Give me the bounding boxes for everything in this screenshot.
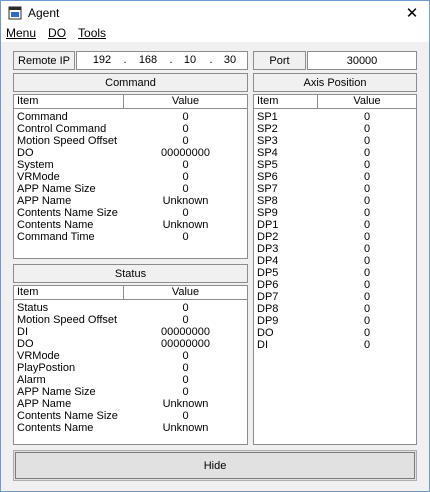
table-row[interactable] xyxy=(254,123,416,135)
hide-button-label: Hide xyxy=(203,459,227,472)
row-item: Command xyxy=(17,111,68,123)
row-value: 0 xyxy=(363,243,371,255)
row-value: 0 xyxy=(363,267,371,279)
row-item: Contents Name Size xyxy=(17,207,118,219)
status-col-item[interactable]: Item xyxy=(14,286,124,299)
table-row[interactable] xyxy=(14,171,247,183)
row-value: 0 xyxy=(363,315,371,327)
table-row[interactable] xyxy=(254,255,416,267)
row-value: 0 xyxy=(182,362,189,374)
table-row[interactable] xyxy=(254,171,416,183)
status-grid[interactable] xyxy=(13,285,248,445)
menu-bar xyxy=(1,24,429,43)
row-item: SP6 xyxy=(257,171,278,183)
row-item: DP1 xyxy=(257,219,279,231)
row-item: Contents Name Size xyxy=(17,410,118,422)
row-item: DI xyxy=(257,339,268,351)
row-item: SP1 xyxy=(257,111,278,123)
row-item: Control Command xyxy=(17,123,107,135)
row-value: 0 xyxy=(363,303,371,315)
table-row[interactable] xyxy=(254,315,416,327)
table-row[interactable] xyxy=(14,398,247,410)
row-item: Command Time xyxy=(17,231,95,243)
row-value: Unknown xyxy=(162,195,209,207)
row-value: 0 xyxy=(363,135,371,147)
command-col-value[interactable]: Value xyxy=(171,95,200,107)
row-item: DP9 xyxy=(257,315,279,327)
row-item: DO xyxy=(17,147,34,159)
row-value: 0 xyxy=(363,207,371,219)
row-item: APP Name xyxy=(17,195,72,207)
table-row[interactable] xyxy=(14,219,247,231)
row-item: SP4 xyxy=(257,147,278,159)
menu-item-menu[interactable]: Menu xyxy=(6,26,37,40)
table-row[interactable] xyxy=(14,386,247,398)
row-value: 0 xyxy=(363,339,371,351)
row-item: DO xyxy=(17,338,34,350)
row-value: 00000000 xyxy=(161,147,210,159)
row-value: 0 xyxy=(363,171,371,183)
table-row[interactable] xyxy=(14,147,247,159)
ip-octet-4[interactable]: 30 xyxy=(223,54,237,66)
table-row[interactable] xyxy=(14,159,247,171)
status-grid-header xyxy=(14,286,247,300)
table-row[interactable] xyxy=(14,207,247,219)
row-item: VRMode xyxy=(17,171,60,183)
row-value: 0 xyxy=(182,183,189,195)
row-value: 0 xyxy=(182,159,189,171)
table-row[interactable] xyxy=(254,303,416,315)
row-value: 0 xyxy=(363,279,371,291)
table-row[interactable] xyxy=(14,350,247,362)
axis-grid-header xyxy=(254,95,416,109)
row-value: 0 xyxy=(363,195,371,207)
ip-octet-2[interactable]: 168 xyxy=(138,54,158,66)
table-row[interactable] xyxy=(14,374,247,386)
row-item: SP7 xyxy=(257,183,278,195)
row-value: 0 xyxy=(363,231,371,243)
title-bar[interactable] xyxy=(1,1,429,24)
table-row[interactable] xyxy=(14,111,247,123)
table-row[interactable] xyxy=(14,123,247,135)
row-item: Alarm xyxy=(17,374,46,386)
window-title: Agent xyxy=(28,5,60,20)
row-value: 0 xyxy=(182,171,189,183)
axis-grid[interactable] xyxy=(253,94,417,445)
row-item: SP2 xyxy=(257,123,278,135)
table-row[interactable] xyxy=(254,231,416,243)
table-row[interactable] xyxy=(14,338,247,350)
row-value: 0 xyxy=(182,350,189,362)
table-row[interactable] xyxy=(254,279,416,291)
table-row[interactable] xyxy=(14,302,247,314)
table-row[interactable] xyxy=(254,339,416,351)
remote-ip-label: Remote IP xyxy=(13,51,75,70)
table-row[interactable] xyxy=(254,243,416,255)
row-value: 0 xyxy=(182,123,189,135)
row-value: 0 xyxy=(182,386,189,398)
status-col-value[interactable]: Value xyxy=(171,286,200,298)
row-value: 0 xyxy=(182,410,189,422)
row-item: DP7 xyxy=(257,291,279,303)
row-value: 0 xyxy=(182,302,189,314)
row-value: 0 xyxy=(363,219,371,231)
hide-button[interactable] xyxy=(13,450,417,481)
table-row[interactable] xyxy=(14,326,247,338)
table-row[interactable] xyxy=(254,195,416,207)
row-item: DP4 xyxy=(257,255,279,267)
row-value: 0 xyxy=(182,314,189,326)
row-value: 0 xyxy=(182,231,189,243)
row-item: DI xyxy=(17,326,28,338)
row-value: Unknown xyxy=(162,422,209,434)
close-icon[interactable]: ✕ xyxy=(405,4,419,22)
row-item: System xyxy=(17,159,54,171)
table-row[interactable] xyxy=(254,327,416,339)
row-item: APP Name Size xyxy=(17,386,96,398)
row-item: DP6 xyxy=(257,279,279,291)
row-item: SP9 xyxy=(257,207,278,219)
axis-col-value[interactable]: Value xyxy=(353,95,381,107)
port-input[interactable]: 30000 xyxy=(307,51,417,70)
row-value: 0 xyxy=(363,159,371,171)
row-value: 0 xyxy=(182,135,189,147)
table-row[interactable] xyxy=(14,183,247,195)
menu-item-do[interactable]: DO xyxy=(48,26,67,40)
row-value: 0 xyxy=(363,123,371,135)
status-panel-title: Status xyxy=(13,264,248,283)
table-row[interactable] xyxy=(254,159,416,171)
ip-dot: . xyxy=(169,54,173,66)
table-row[interactable] xyxy=(14,135,247,147)
row-value: 0 xyxy=(363,183,371,195)
row-value: Unknown xyxy=(162,398,209,410)
table-row[interactable] xyxy=(254,183,416,195)
ip-octet-3[interactable]: 10 xyxy=(183,54,197,66)
row-item: Motion Speed Offset xyxy=(17,135,118,147)
table-row[interactable] xyxy=(254,219,416,231)
row-item: VRMode xyxy=(17,350,60,362)
row-value: 0 xyxy=(182,374,189,386)
row-value: 0 xyxy=(363,147,371,159)
row-item: Contents Name xyxy=(17,422,94,434)
row-item: DP5 xyxy=(257,267,279,279)
table-row[interactable] xyxy=(254,267,416,279)
axis-col-item[interactable]: Item xyxy=(254,95,318,108)
command-col-item[interactable]: Item xyxy=(14,95,124,108)
menu-item-tools[interactable]: Tools xyxy=(78,26,107,40)
row-item: SP3 xyxy=(257,135,278,147)
row-item: PlayPostion xyxy=(17,362,76,374)
row-item: DP8 xyxy=(257,303,279,315)
row-item: DO xyxy=(257,327,274,339)
row-value: 0 xyxy=(363,111,371,123)
row-item: APP Name Size xyxy=(17,183,96,195)
table-row[interactable] xyxy=(254,147,416,159)
table-row[interactable] xyxy=(14,231,247,243)
row-item: Motion Speed Offset xyxy=(17,314,118,326)
row-value: 0 xyxy=(363,255,371,267)
table-row[interactable] xyxy=(14,314,247,326)
ip-dot: . xyxy=(209,54,213,66)
table-row[interactable] xyxy=(254,111,416,123)
command-panel-title: Command xyxy=(13,73,248,92)
command-grid[interactable] xyxy=(13,94,248,259)
ip-octet-1[interactable]: 192 xyxy=(92,54,112,66)
command-grid-header xyxy=(14,95,247,109)
table-row[interactable] xyxy=(254,207,416,219)
table-row[interactable] xyxy=(14,195,247,207)
table-row[interactable] xyxy=(14,362,247,374)
row-value: 00000000 xyxy=(161,326,210,338)
row-item: DP3 xyxy=(257,243,279,255)
row-item: APP Name xyxy=(17,398,72,410)
row-item: Status xyxy=(17,302,49,314)
table-row[interactable] xyxy=(254,291,416,303)
table-row[interactable] xyxy=(14,410,247,422)
row-value: 00000000 xyxy=(161,338,210,350)
row-value: 0 xyxy=(363,327,371,339)
row-value: 0 xyxy=(182,111,189,123)
port-label: Port xyxy=(253,51,306,70)
row-value: Unknown xyxy=(162,219,209,231)
row-value: 0 xyxy=(182,207,189,219)
row-item: DP2 xyxy=(257,231,279,243)
axis-panel-title: Axis Position xyxy=(253,73,417,92)
table-row[interactable] xyxy=(14,422,247,434)
remote-ip-input[interactable] xyxy=(76,51,248,70)
row-item: Contents Name xyxy=(17,219,94,231)
table-row[interactable] xyxy=(254,135,416,147)
row-item: SP8 xyxy=(257,195,278,207)
row-value: 0 xyxy=(363,291,371,303)
app-icon xyxy=(8,6,22,20)
ip-dot: . xyxy=(123,54,127,66)
row-item: SP5 xyxy=(257,159,278,171)
